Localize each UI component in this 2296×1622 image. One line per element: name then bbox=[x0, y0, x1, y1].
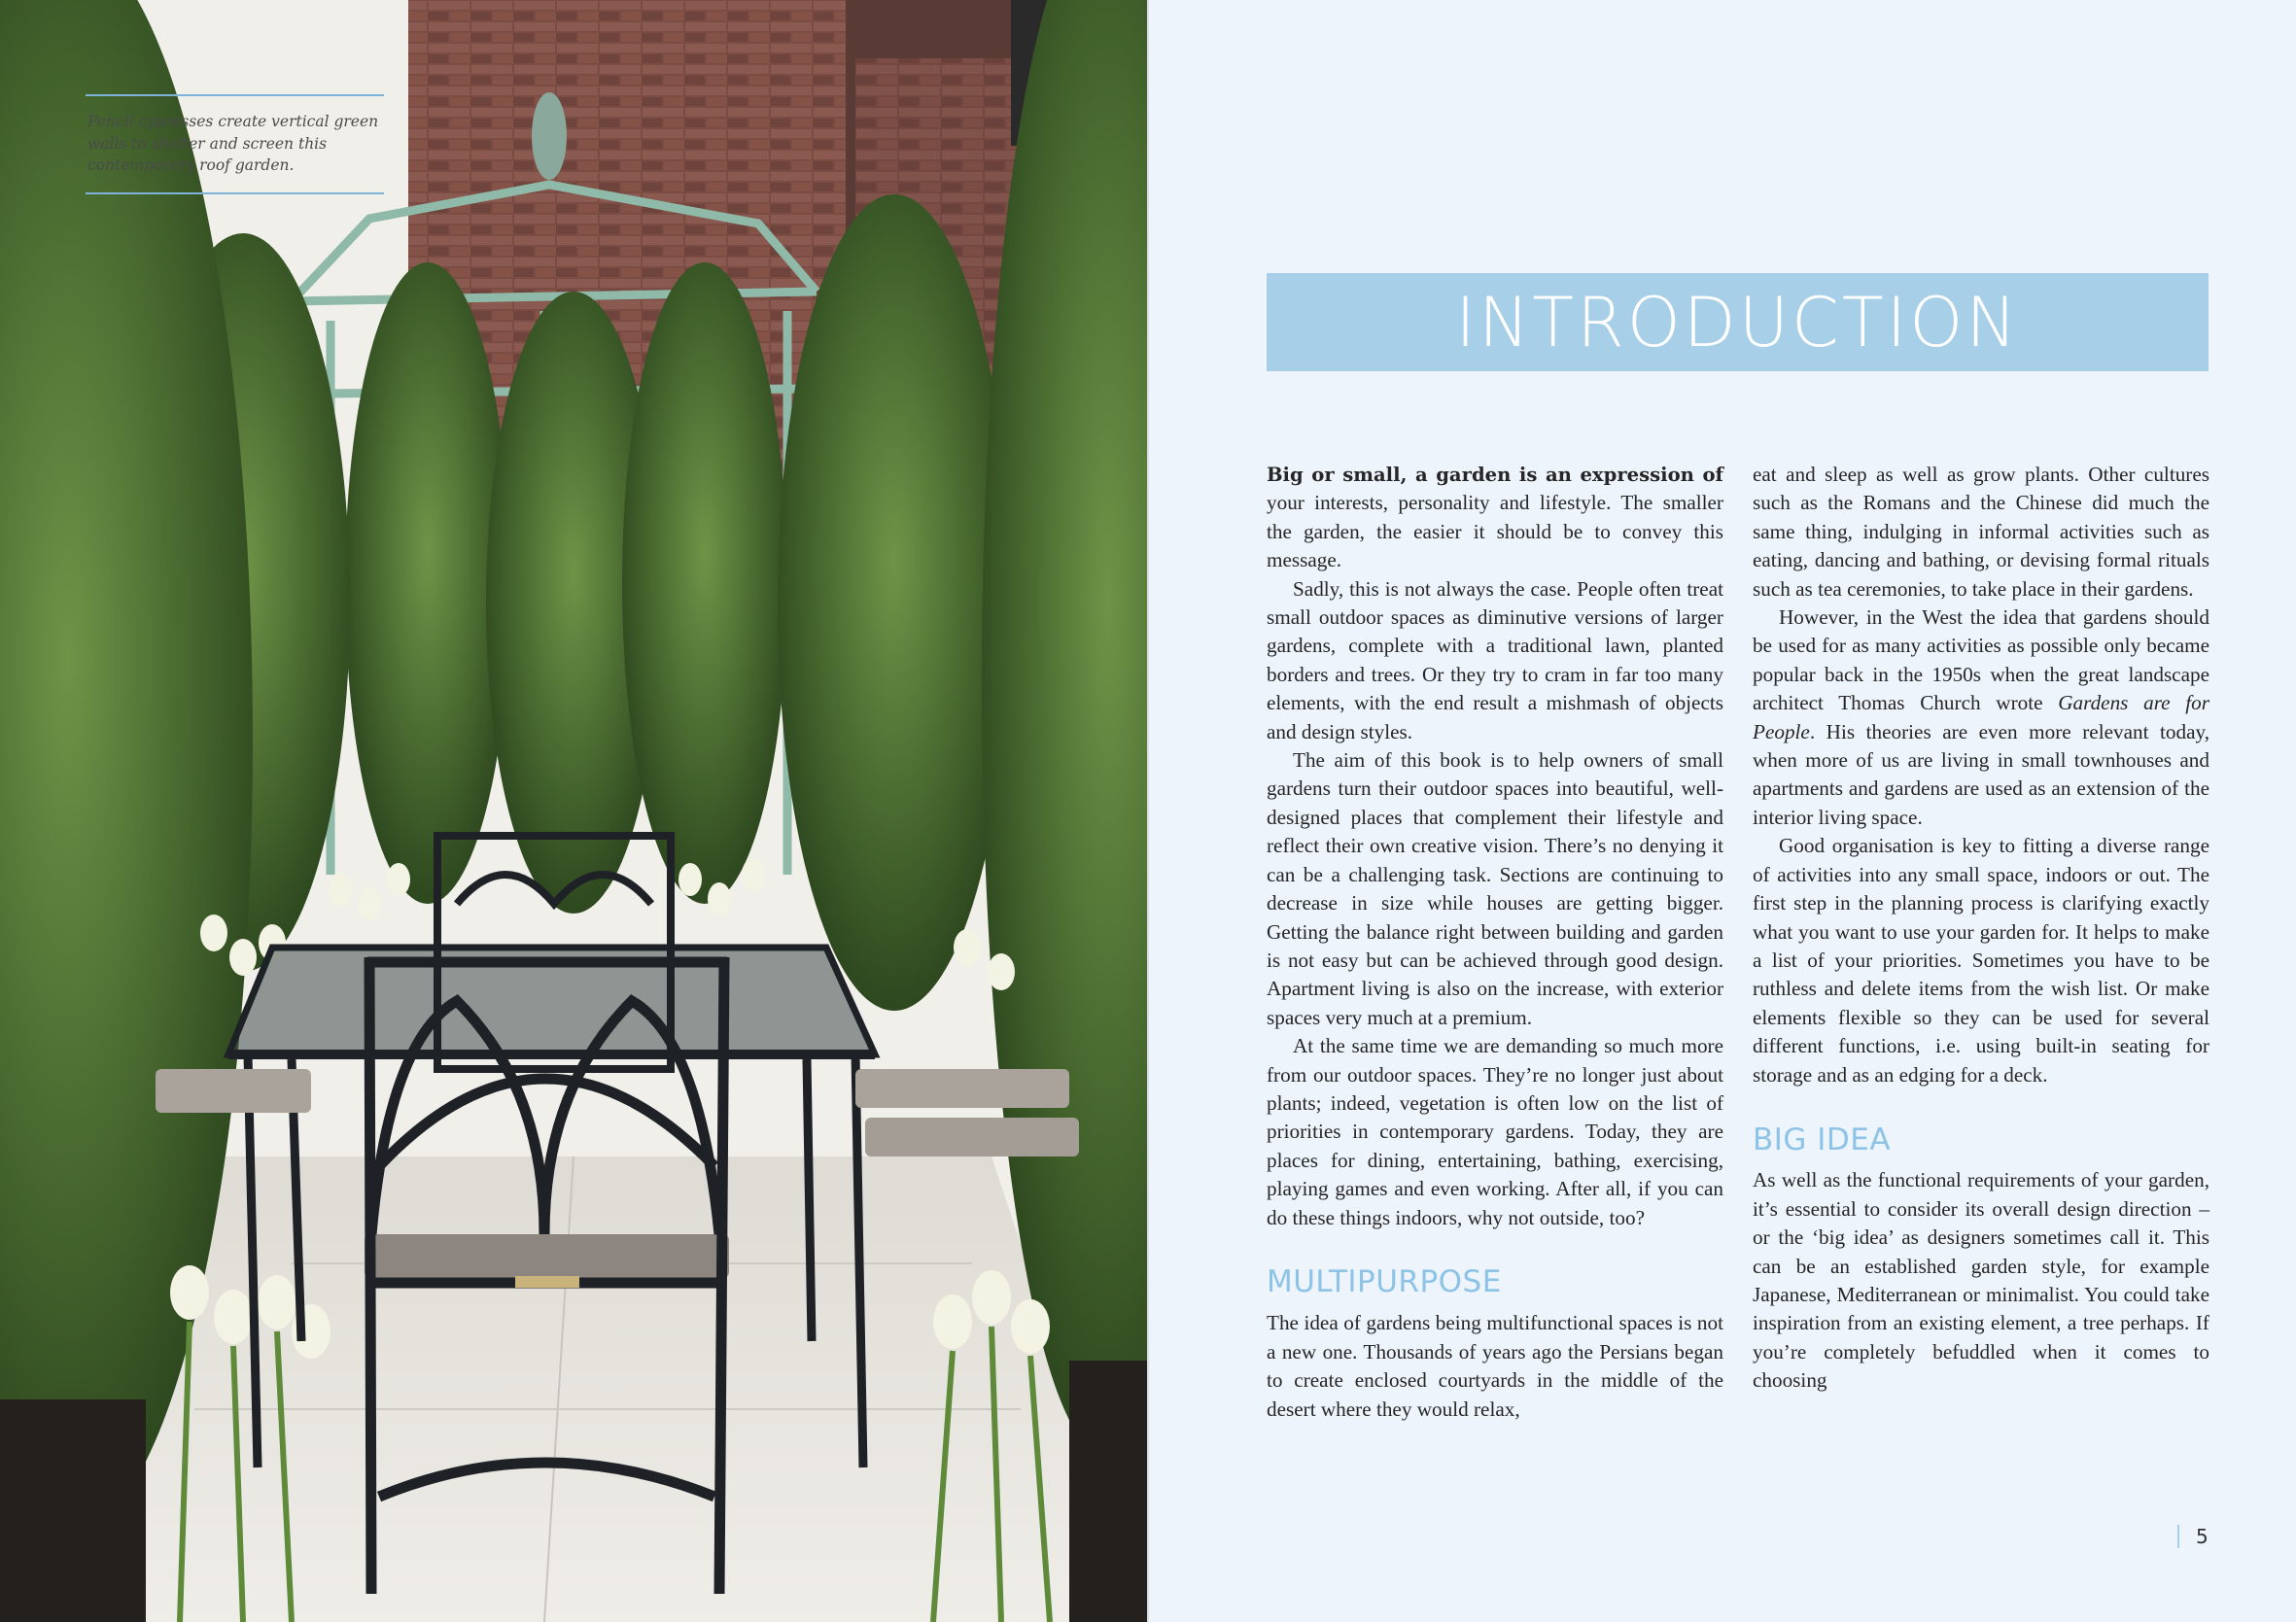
heading-multipurpose: MULTIPURPOSE bbox=[1267, 1263, 1502, 1299]
body-paragraph: The idea of gardens being multifunctional spaces is not a new one. Thousands of years ago the Persians began to create enclosed courtyards in the middle of the desert where they would relax, bbox=[1267, 1311, 1723, 1421]
lead-paragraph bbox=[1267, 461, 1723, 575]
text-run: However, in the West the idea that gardens should be used for as many activities as possible only became popular back in the 1950s when the great landscape architect Thomas Church wrote bbox=[1753, 605, 2209, 715]
photo-caption: Pencil cypresses create vertical green walls to shelter and screen this contemporary roof garden. bbox=[86, 94, 384, 194]
body-paragraph: Sadly, this is not always the case. People often treat small outdoor spaces as diminutive versions of larger gardens, complete with a traditional lawn, planted borders and trees. Or they try to cram in far too many elements, with the end result a mishmash of objects and design styles. bbox=[1267, 576, 1723, 743]
body-paragraph bbox=[1753, 604, 2209, 832]
body-paragraph: Good organisation is key to fitting a diverse range of activities into any small space, indoors or out. The first step in the planning process is clarifying exactly what you want to use your garden for. It helps to make a list of your priorities. Sometimes you have to be ruthless and delete items from the wish list. Or make elements flexible so they can be used for several different functions, i.e. using built-in seating for storage and as an edging for a deck. bbox=[1753, 834, 2209, 1087]
page-gutter bbox=[1147, 0, 1149, 1622]
text-column-2 bbox=[1753, 461, 2209, 1396]
lead-rest: your interests, personality and lifestyle. The smaller the garden, the easier it should be to convey this message. bbox=[1267, 491, 1723, 572]
title-banner bbox=[1267, 273, 2209, 371]
body-paragraph: The aim of this book is to help owners of small gardens turn their outdoor spaces into beautiful, well-designed places that complement their lifestyle and reflect their own creative vision. There’s no denying it can be a challenging task. Sections are continuing to decrease in size while houses are getting bigger. Getting the balance right between building and garden is not easy but can be achieved through good design. Apartment living is also on the increase, with exterior spaces very much at a premium. bbox=[1267, 748, 1723, 1029]
body-paragraph: At the same time we are demanding so much more from our outdoor spaces. They’re no longer just about plants; indeed, vegetation is often low on the list of priorities in contemporary gardens. Today, they are places for dining, entertaining, bathing, exercising, playing games and even working. After all, if you can do these things indoors, why not outside, too? bbox=[1267, 1034, 1723, 1229]
body-paragraph: As well as the functional requirements of your garden, it’s essential to consider its overall design direction – or the ‘big idea’ as designers sometimes call it. This can be an established garden style, for example Japanese, Mediterranean or minimalist. You could take inspiration from an existing element, a tree perhaps. If you’re completely befuddled when it comes to choosing bbox=[1753, 1168, 2209, 1393]
text-column-1 bbox=[1267, 461, 1723, 1424]
page-title: INTRODUCTION bbox=[1455, 282, 2020, 362]
garden-photo bbox=[0, 0, 1147, 1622]
photo-illustration bbox=[0, 0, 1147, 1622]
page-number: 5 bbox=[2177, 1525, 2209, 1548]
text-run: . His theories are even more relevant today, when more of us are living in small townhouses and apartments and gardens are used as an extension of the interior living space. bbox=[1753, 719, 2209, 829]
body-paragraph: eat and sleep as well as grow plants. Other cultures such as the Romans and the Chinese did much the same thing, indulging in informal activities such as eating, dancing and bathing, or devising formal rituals such as tea ceremonies, to take place in their gardens. bbox=[1753, 463, 2209, 601]
heading-big-idea: BIG IDEA bbox=[1753, 1122, 1892, 1157]
lead-bold: Big or small, a garden is an expression of bbox=[1267, 464, 1723, 486]
book-title: Gardens are for People bbox=[1753, 691, 2209, 743]
